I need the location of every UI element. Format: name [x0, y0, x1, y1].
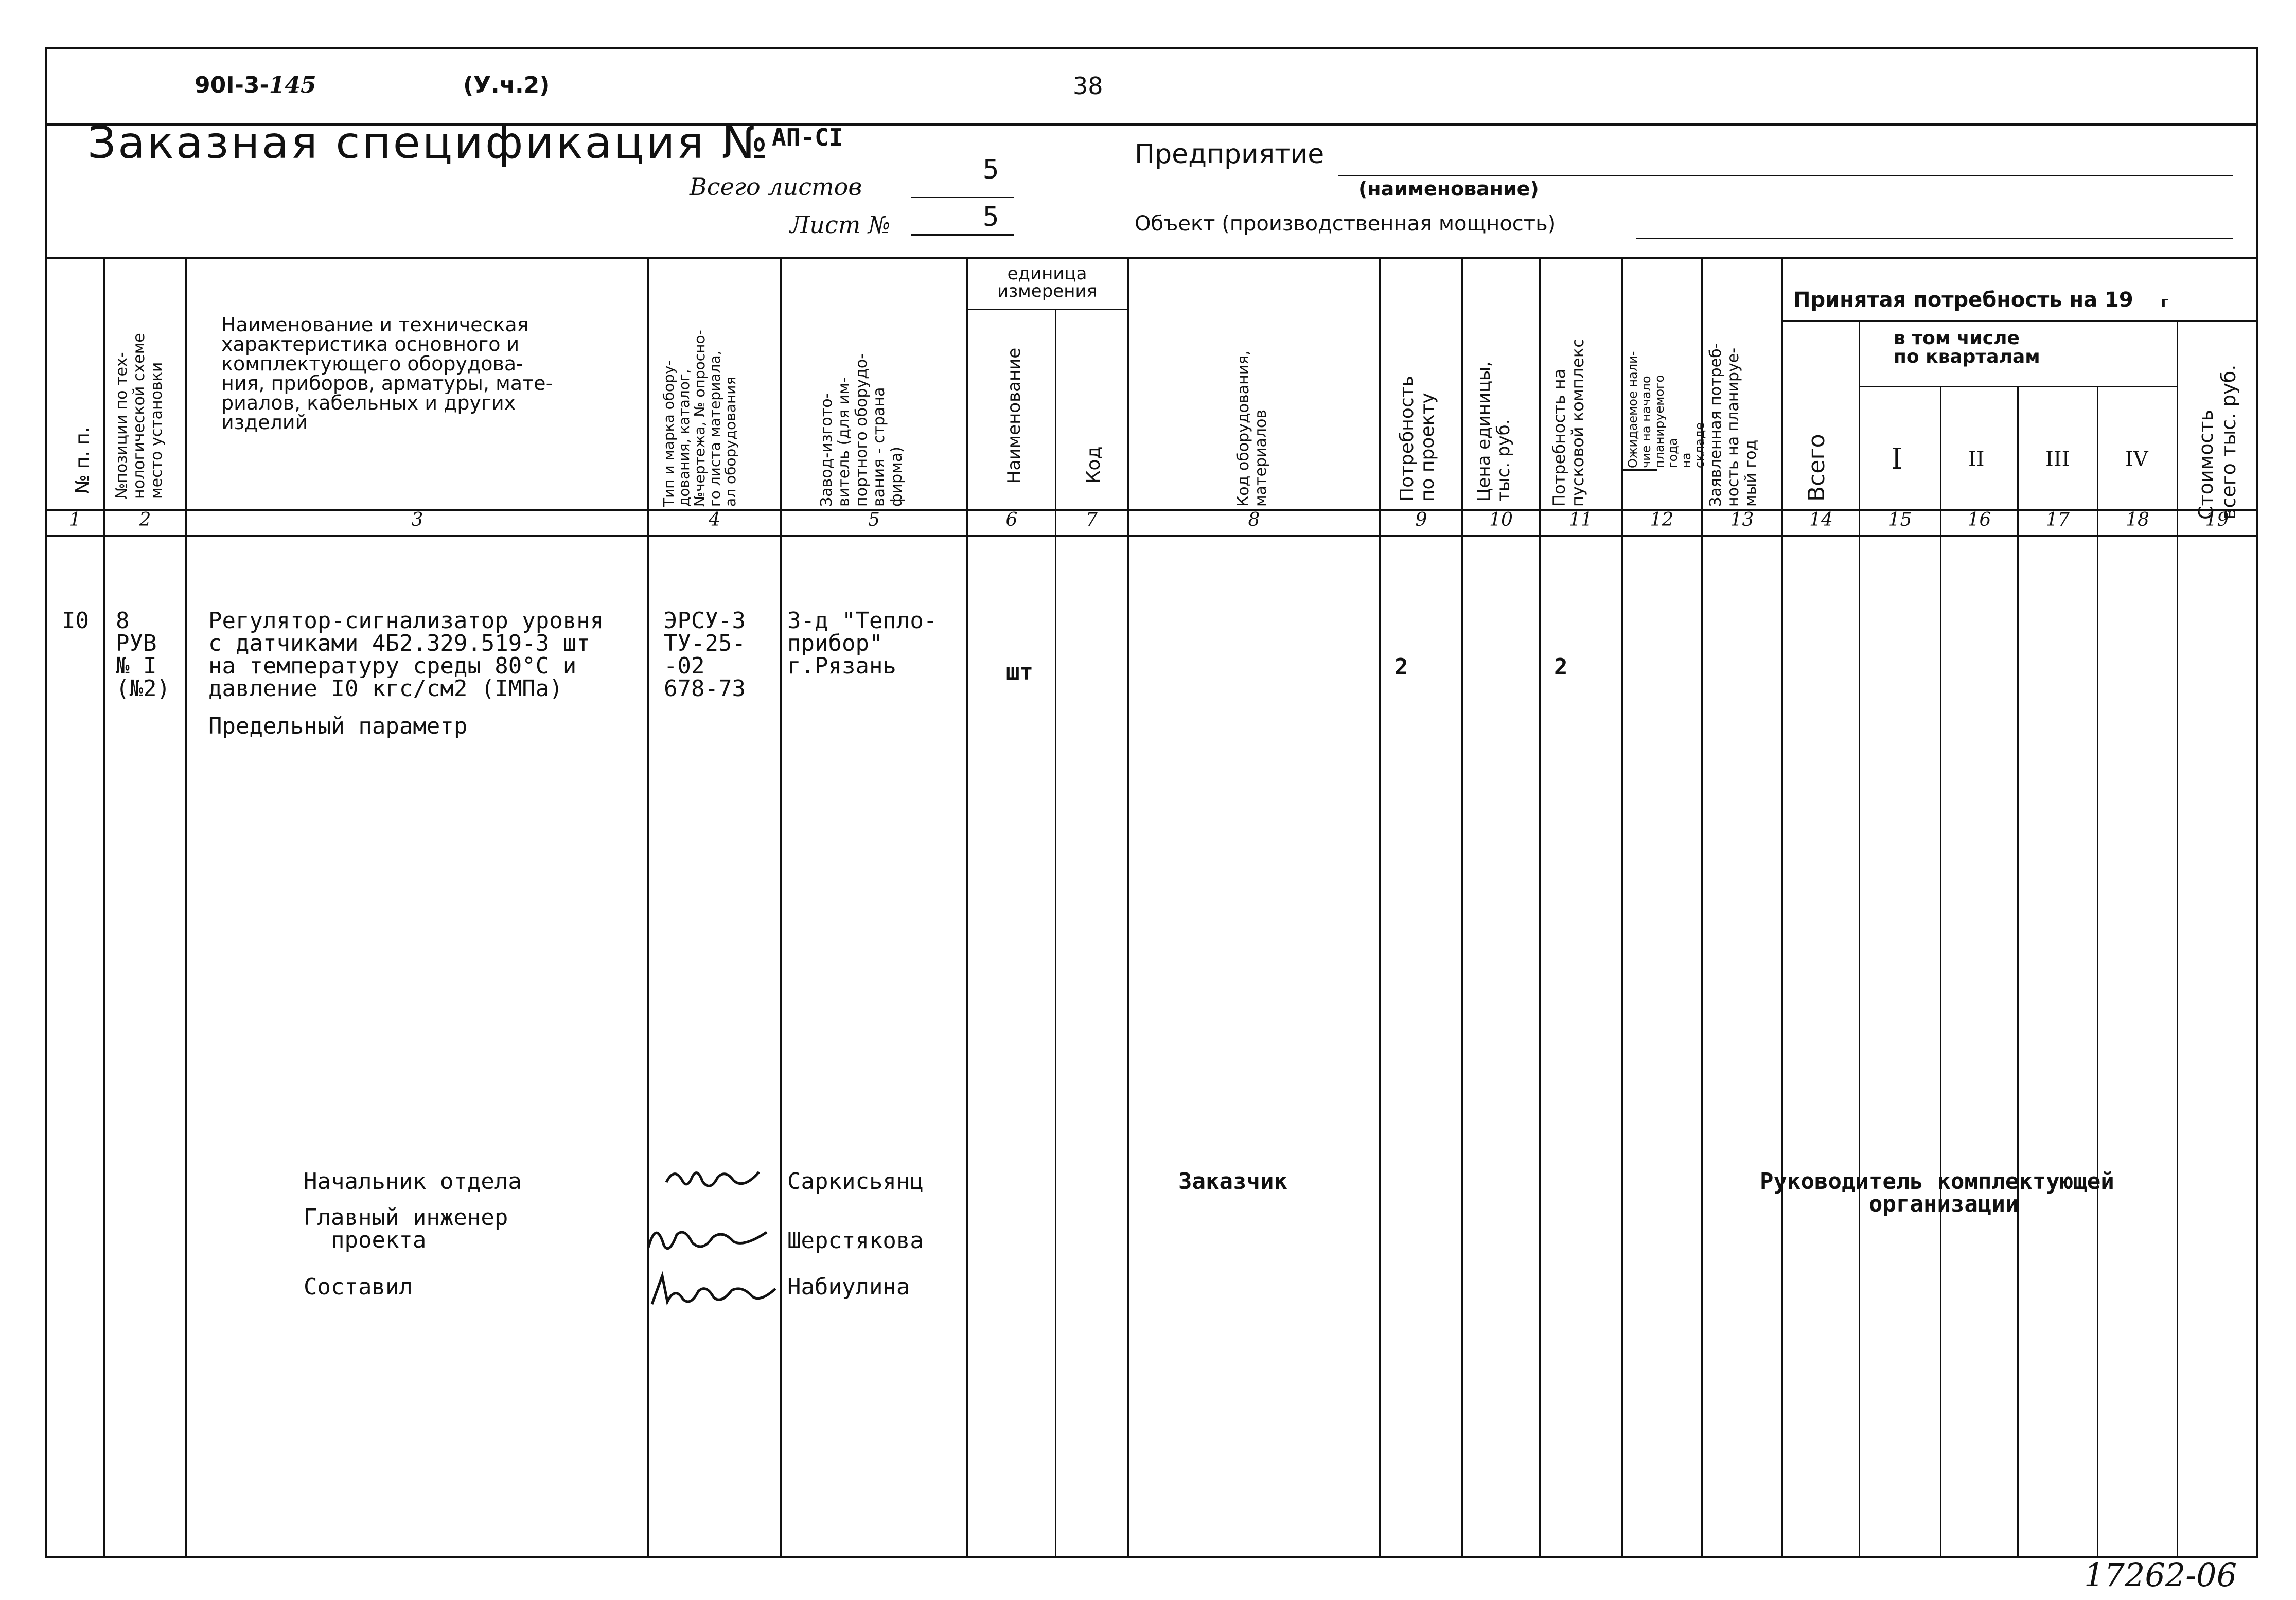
header-q1: I [1891, 442, 1903, 476]
header-col11: Потребность на пусковой комплекс [1549, 339, 1587, 507]
col-sep-6 [1055, 309, 1056, 1556]
name-hint: (наименование) [1358, 177, 1539, 200]
header-q2: II [1968, 448, 1985, 471]
col-sep-9 [1461, 257, 1463, 1556]
colnum-18: 18 [2126, 509, 2149, 530]
frame-right [2256, 47, 2258, 1558]
signature-scribble-icon [649, 1271, 778, 1312]
colnum-14: 14 [1809, 509, 1833, 530]
colnum-8: 8 [1248, 509, 1260, 530]
total-sheets-value: 5 [983, 154, 999, 185]
header-accepted: Принятая потребность на 19 г [1793, 288, 2169, 312]
col-sep-1 [103, 257, 105, 1556]
row-description: Регулятор-сигнализатор уровня с датчиками 4Б2.329.519-3 шт на температуру среды 80°С и давление I0 кгс/см2 (IМПа) [208, 608, 604, 702]
colnum-16: 16 [1967, 509, 1991, 530]
spec-title: Заказная спецификация № [87, 117, 770, 169]
signature-mark-3 [649, 1271, 778, 1318]
sheet-label: Лист № [790, 211, 891, 239]
sheet-underline [911, 234, 1014, 236]
header-quarters-group: в том числе по кварталам [1894, 328, 2040, 367]
colnum-7: 7 [1086, 509, 1098, 530]
unit-group-line [967, 309, 1127, 310]
table-top [45, 257, 2258, 259]
sig-customer: Заказчик [1178, 1168, 1287, 1195]
col-sep-16 [2017, 386, 2019, 1556]
signature-mark-1 [661, 1162, 764, 1204]
frame-bottom [45, 1556, 2258, 1558]
header-col1: № п. п. [72, 426, 93, 494]
col12-split-line [1623, 469, 1657, 471]
col-sep-8 [1379, 257, 1381, 1556]
sheet-value: 5 [983, 202, 999, 233]
colnum-12: 12 [1650, 509, 1674, 530]
enterprise-label: Предприятие [1135, 139, 1324, 170]
object-underline [1636, 238, 2233, 239]
colnum-11: 11 [1569, 509, 1593, 530]
col-sep-5 [966, 257, 968, 1556]
colnum-9: 9 [1415, 509, 1427, 530]
enterprise-underline [1338, 175, 2233, 176]
colnum-17: 17 [2046, 509, 2070, 530]
sig-compiler-name: Набиулина [787, 1274, 910, 1300]
header-col2: №позиции по тех- нологической схеме место установки [113, 333, 166, 499]
doc-code: 90I-3-145 [195, 72, 316, 98]
row-note: Предельный параметр [208, 713, 468, 739]
row-position: 8 РУВ № I (№2) [116, 608, 170, 702]
colnum-13: 13 [1730, 509, 1754, 530]
signature-scribble-icon [661, 1162, 764, 1198]
header-col9: Потребность по проекту [1397, 376, 1438, 502]
col-sep-10 [1539, 257, 1541, 1556]
col-sep-11 [1621, 257, 1623, 1556]
total-sheets-label: Всего листов [690, 173, 862, 201]
page-number: 38 [1073, 72, 1103, 100]
sig-compiler-title: Составил [304, 1274, 413, 1300]
header-col4: Тип и марка обору- дования, каталог, №чертежа, № опросно- го листа материала, ал оборудования [660, 330, 739, 507]
row-unit: шт [1006, 659, 1033, 685]
colnum-4: 4 [709, 509, 720, 530]
colnum-2: 2 [139, 509, 151, 530]
row-maker: З-д "Тепло- прибор" г.Рязань [787, 608, 938, 679]
frame-top [45, 47, 2258, 49]
signature-mark-2 [646, 1217, 769, 1264]
colnum-6: 6 [1005, 509, 1018, 530]
sig-head-title: Начальник отдела [304, 1168, 522, 1195]
signature-scribble-icon [646, 1217, 769, 1258]
header-col6: Наименование [1004, 347, 1025, 484]
header-col14: Всего [1804, 434, 1830, 502]
frame-left [45, 47, 47, 1558]
part-label: (У.ч.2) [463, 72, 550, 98]
col-sep-4 [780, 257, 782, 1556]
colnum-15: 15 [1888, 509, 1912, 530]
header-col12: Ожидаемое нали- чие на начало планируемого года на складе [1626, 351, 1707, 468]
colnum-19: 19 [2205, 509, 2229, 530]
row-need-launch: 2 [1554, 654, 1568, 680]
header-col13: Заявленная потреб- ность на планируе- мый год [1707, 343, 1760, 507]
colnum-10: 10 [1489, 509, 1513, 530]
header-col5: Завод-изгото- витель (для им- портного оборудо- вания - страна фирма) [818, 353, 906, 507]
col-sep-15 [1940, 386, 1941, 1556]
archive-number: 17262-06 [2084, 1556, 2237, 1594]
row-need-project: 2 [1394, 654, 1408, 680]
sig-chief-name: Шерстякова [787, 1228, 924, 1254]
header-q4: IV [2125, 448, 2148, 471]
row-number: I0 [62, 608, 89, 634]
row-type: ЭРСУ-3 ТУ-25- -02 678-73 [664, 608, 746, 702]
colnum-5: 5 [868, 509, 880, 530]
col-sep-7 [1127, 257, 1129, 1556]
col-sep-14 [1859, 320, 1860, 1556]
col-sep-3 [647, 257, 649, 1556]
header-col19: Стоимость всего тыс. руб. [2195, 364, 2240, 520]
doc-code-handwritten: 145 [269, 72, 316, 98]
col-sep-17 [2097, 386, 2098, 1556]
table-colnum-bottom [45, 535, 2258, 537]
sig-chief-title: Главный инженер проекта [304, 1204, 508, 1253]
colnum-3: 3 [411, 509, 423, 530]
header-col7: Код [1083, 446, 1104, 484]
col-sep-13 [1781, 257, 1783, 1556]
sig-supplier: Руководитель комплектующей организации [1760, 1168, 2114, 1217]
header-q3: III [2045, 448, 2070, 471]
sig-head-name: Саркисьянц [787, 1168, 924, 1195]
header-accepted-year: г [2161, 293, 2169, 310]
object-label: Объект (производственная мощность) [1135, 212, 1556, 236]
col-sep-2 [185, 257, 187, 1556]
colnum-1: 1 [69, 509, 81, 530]
header-col8: Код оборудования, материалов [1234, 350, 1270, 507]
header-unit-group: единица измерения [997, 263, 1098, 301]
spec-number: АП-СI [772, 123, 843, 151]
total-sheets-underline [911, 197, 1014, 198]
header-col3: Наименование и техническая характеристика основного и комплектующего оборудова- ния, приборов, арматуры, мате- риалов, кабельных и других изделий [221, 313, 553, 434]
header-col10: Цена единицы, тыс. руб. [1474, 361, 1514, 502]
accepted-line [1783, 320, 2256, 322]
col-sep-18 [2177, 320, 2178, 1556]
